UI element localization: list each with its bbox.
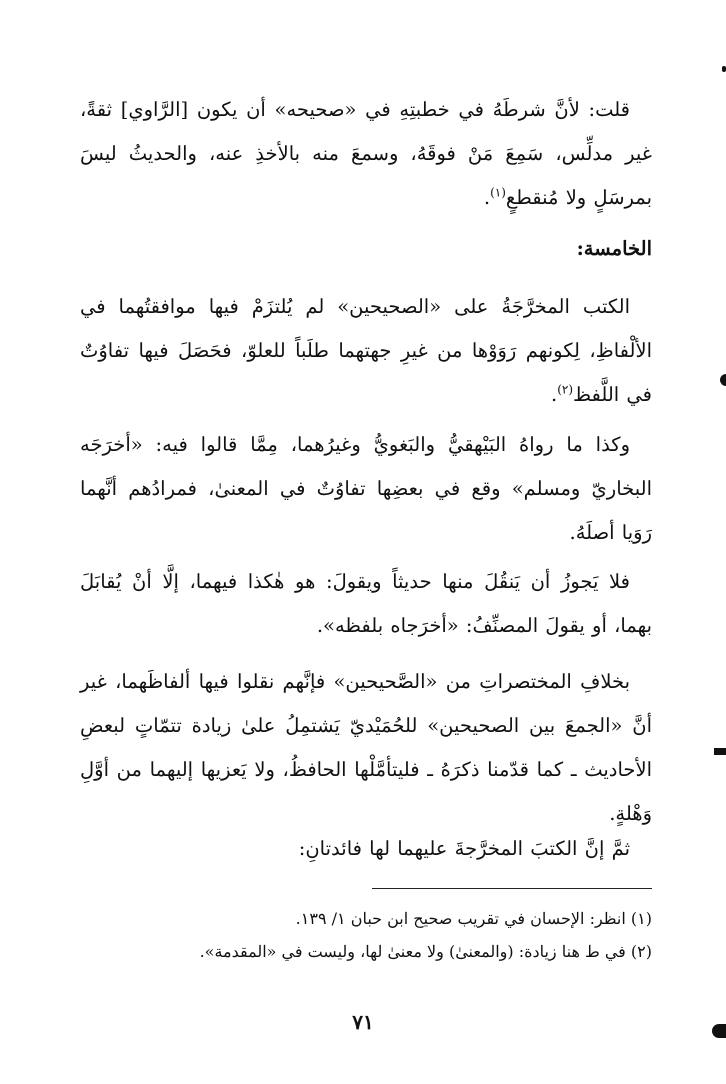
- paragraph-1-end: .: [483, 186, 491, 209]
- paragraph-1-text: قلت: لأنَّ شرطَهُ في خطبتِهِ في «صحيحه» أن يكون [الرَّاوي] ثقةً، غير مدلِّس، سَمِعَ مَنْ فوقَهُ، وسمعَ منه بالأخذِ عنه، والحديثُ ليسَ بمرسَلٍ ولا مُنقطعٍ: [80, 98, 652, 209]
- footnotes: [80, 902, 652, 968]
- paragraph-5-text: فلا يَجوزُ أن يَنقُلَ منها حديثاً ويقولَ: هو هٰكذا فيهما، إلَّا أنْ يُقابَلَ بهما، أو يقولَ المصنِّفُ: «أخرَجاه بلفظه».: [80, 570, 652, 637]
- footnote-1: (١) انظر: الإحسان في تقريب صحيح ابن حبان ١/ ١٣٩.: [295, 909, 652, 928]
- footnote-ref-2: (٢): [557, 382, 574, 397]
- scan-edge-mark: [722, 66, 726, 72]
- scan-edge-mark: [712, 1024, 726, 1038]
- paragraph-4: [80, 423, 652, 555]
- paragraph-5: [80, 560, 652, 648]
- scan-edge-mark: [714, 748, 726, 755]
- page-number: ٧١: [352, 1010, 374, 1034]
- paragraph-7: [80, 827, 652, 871]
- paragraph-3-end: .: [551, 383, 558, 406]
- paragraph-4-text: وكذا ما رواهُ البَيْهقيُّ والبَغويُّ وغيرُهما، مِمَّا قالوا فيه: «أخرَجَه البخاريّ ومسلم» وقع في بعضِها تفاوُتٌ في المعنىٰ، فمرادُهم أنَّهما رَوَيا أصلَهُ.: [80, 433, 652, 544]
- scan-edge-mark: [720, 374, 726, 386]
- paragraph-7-text: ثمَّ إنَّ الكتبَ المخرَّجةَ عليهما لها فائدتانِ:: [298, 837, 630, 860]
- footnote-2: (٢) في ط هنا زيادة: (والمعنىٰ) ولا معنىٰ لها، وليست في «المقدمة».: [199, 942, 652, 961]
- paragraph-3-text: الكتب المخرَّجَةُ على «الصحيحين» لم يُلتزَمْ فيها موافقتُهما في الألْفاظِ، لِكونهم رَوَوْها من غيرِ جهتهما طلَباً للعلوّ، فحَصَلَ فيها تفاوُتٌ في اللَّفظ: [80, 295, 652, 406]
- paragraph-3: [80, 285, 652, 417]
- paragraph-1: [80, 88, 652, 220]
- paragraph-6-text: بخلافِ المختصراتِ من «الصَّحيحين» فإنَّهم نقلوا فيها ألفاظَهما، غير أنَّ «الجمعَ بين الصحيحين» للحُمَيْديّ يَشتمِلُ علىٰ زيادة تتمّاتٍ لبعضِ الأحاديث ـ كما قدّمنا ذكرَهُ ـ فليتأمَّلْها الحافظُ، ولا يَعزيها إليهما من أوَّلِ وَهْلةٍ.: [80, 670, 652, 825]
- section-heading: [80, 227, 652, 271]
- section-heading-text: الخامسة:: [576, 237, 652, 260]
- footnote-divider: [372, 888, 652, 889]
- paragraph-6: [80, 660, 652, 836]
- footnote-ref-1: (١): [490, 185, 506, 200]
